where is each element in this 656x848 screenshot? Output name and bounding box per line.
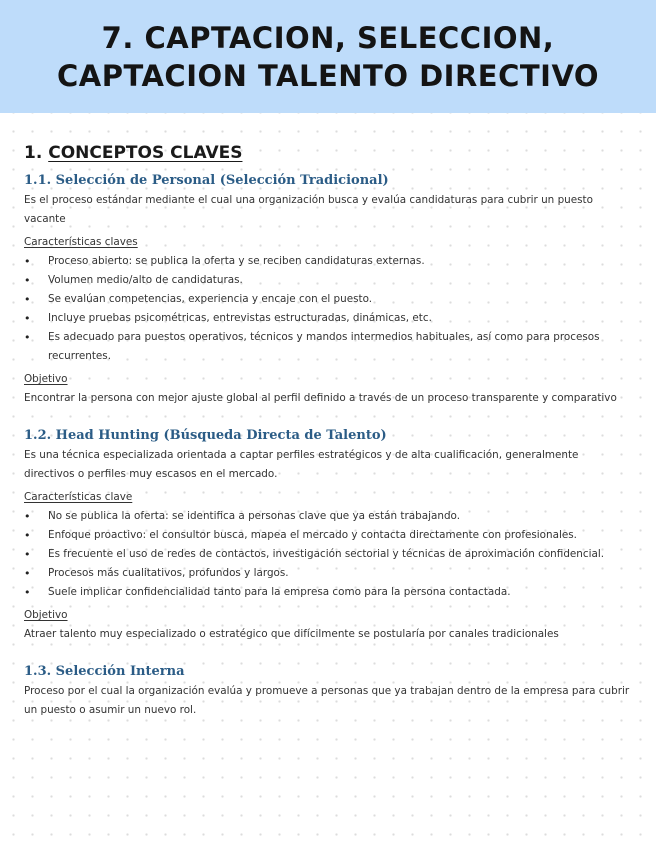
subsection-heading-1-1: 1.1. Selección de Personal (Selección Tradicional) [24, 173, 389, 188]
objective-text-1-2: Atraer talento muy especializado o estratégico que difícilmente se postularía por canales tradicionales [24, 628, 559, 640]
subsection-heading-1-3: 1.3. Selección Interna [24, 664, 185, 679]
characteristics-label-1-1: Características claves [24, 236, 138, 248]
page-title-line-2: CAPTACION TALENTO DIRECTIVO [56, 58, 600, 93]
objective-text-1-1: Encontrar la persona con mejor ajuste global al perfil definido a través de un proceso transparente y comparativo [24, 392, 617, 404]
list-item: • Volumen medio/alto de candidaturas. [24, 271, 630, 290]
characteristics-list-1-2 [24, 507, 630, 602]
list-item: • Es frecuente el uso de redes de contactos, investigación sectorial y técnicas de aproximación confidencial. [24, 545, 630, 564]
list-item: • Suele implicar confidencialidad tanto para la empresa como para la persona contactada. [24, 583, 630, 602]
document-body [24, 141, 630, 720]
list-item: • Es adecuado para puestos operativos, técnicos y mandos intermedios habituales, así como para procesos recurrentes. [24, 328, 630, 366]
subsection-description-1-2: Es una técnica especializada orientada a captar perfiles estratégicos y de alta cualificación, generalmente directivos o perfiles muy escasos en el mercado. [24, 449, 579, 480]
list-item: • No se publica la oferta: se identifica a personas clave que ya están trabajando. [24, 507, 630, 526]
characteristics-list-1-1 [24, 252, 630, 366]
page-title-line-1: 7. CAPTACION, SELECCION, [101, 20, 555, 55]
list-item: • Procesos más cualitativos, profundos y largos. [24, 564, 630, 583]
page-header [0, 0, 656, 113]
objective-label-1-2: Objetivo [24, 609, 68, 621]
subsection-heading-1-2: 1.2. Head Hunting (Búsqueda Directa de Talento) [24, 428, 387, 443]
objective-label-1-1: Objetivo [24, 373, 68, 385]
list-item: • Proceso abierto: se publica la oferta y se reciben candidaturas externas. [24, 252, 630, 271]
list-item: • Enfoque proactivo: el consultor busca, mapea el mercado y contacta directamente con profesionales. [24, 526, 630, 545]
section-number: 1. [24, 143, 43, 163]
characteristics-label-1-2: Características clave [24, 491, 133, 503]
subsection-description-1-3: Proceso por el cual la organización evalúa y promueve a personas que ya trabajan dentro de la empresa para cubrir un puesto o asumir un nuevo rol. [24, 685, 630, 716]
section-title: CONCEPTOS CLAVES [48, 143, 243, 163]
subsection-description-1-1: Es el proceso estándar mediante el cual una organización busca y evalúa candidaturas para cubrir un puesto vacante [24, 194, 593, 225]
list-item: • Se evalúan competencias, experiencia y encaje con el puesto. [24, 290, 630, 309]
list-item: • Incluye pruebas psicométricas, entrevistas estructuradas, dinámicas, etc. [24, 309, 630, 328]
section-heading [24, 141, 630, 165]
